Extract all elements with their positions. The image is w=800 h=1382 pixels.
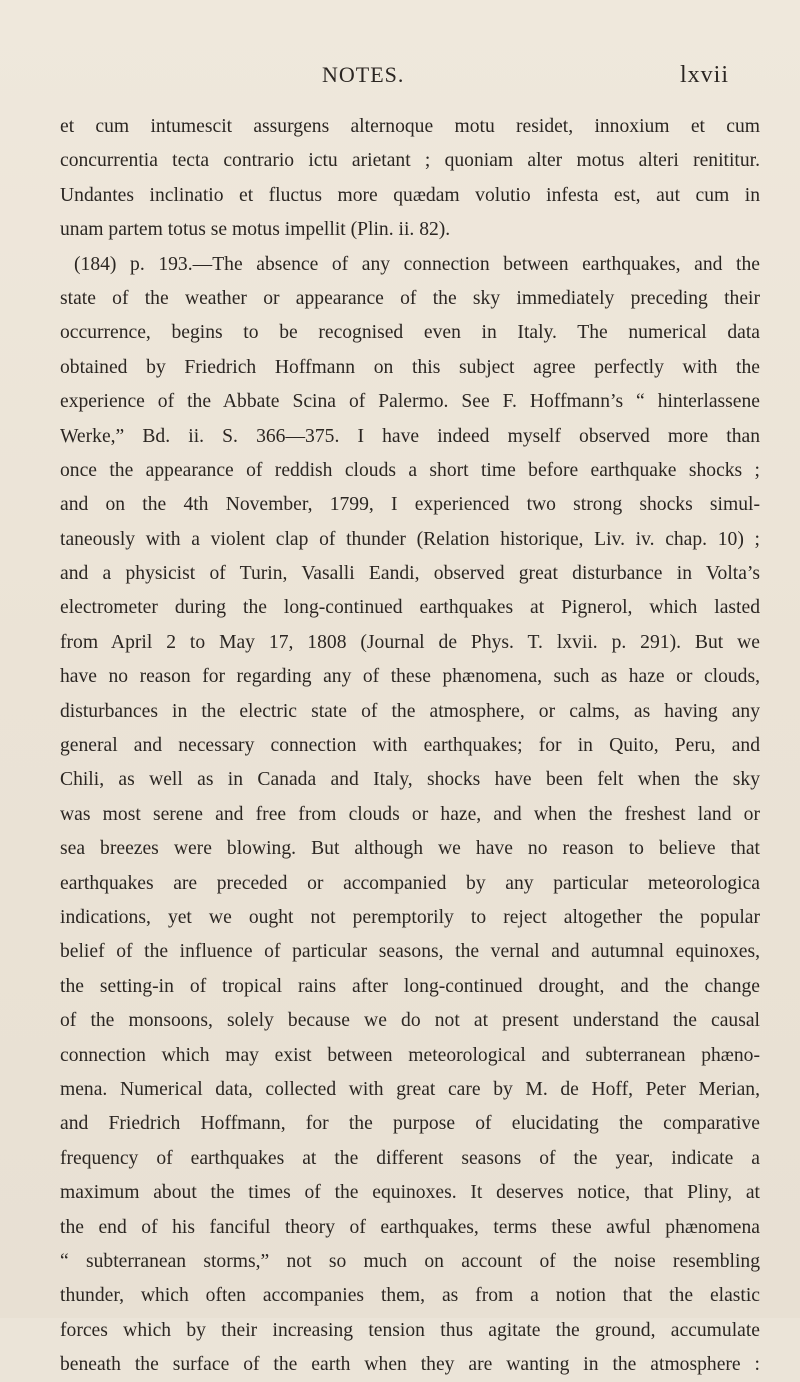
text-line: beneath the surface of the earth when they are wanting in the atmosphere : (60, 1354, 760, 1376)
text-line: was most serene and free from clouds or haze, and when the freshest land or (60, 803, 760, 825)
text-line: mena. Numerical data, collected with great care by M. de Hoff, Peter Merian, (60, 1078, 760, 1100)
text-line: indications, yet we ought not peremptorily to reject altogether the popular (60, 906, 760, 928)
text-line: unam partem totus se motus impellit (Plin. ii. 82). (60, 219, 451, 241)
text-line: the end of his fanciful theory of earthquakes, terms these awful phænomena (60, 1216, 760, 1238)
text-line: disturbances in the electric state of the atmosphere, or calms, as having any (60, 700, 760, 722)
note-184-start: (184) p. 193.—The absence of any connection between earthquakes, and the (74, 253, 760, 275)
text-line: of the monsoons, solely because we do not at present understand the causal (60, 1010, 760, 1032)
text-line: and a physicist of Turin, Vasalli Eandi, observed great disturbance in Volta’s (60, 563, 760, 585)
page-number: lxvii (680, 62, 730, 88)
text-line: taneously with a violent clap of thunder (Relation historique, Liv. iv. chap. 10) ; (60, 528, 760, 550)
text-line: electrometer during the long-continued earthquakes at Pignerol, which lasted (60, 597, 760, 619)
text-line: frequency of earthquakes at the different seasons of the year, indicate a (60, 1147, 760, 1169)
text-line: the setting-in of tropical rains after long-continued drought, and the change (60, 975, 760, 997)
text-line: earthquakes are preceded or accompanied by any particular meteorologica (60, 872, 760, 894)
text-line: occurrence, begins to be recognised even in Italy. The numerical data (60, 322, 760, 344)
text-line: et cum intumescit assurgens alternoque motu residet, innoxium et cum (60, 116, 760, 137)
text-line: have no reason for regarding any of these phænomena, such as haze or clouds, (60, 666, 760, 688)
text-line: state of the weather or appearance of the sky immediately preceding their (60, 287, 760, 309)
text-line: thunder, which often accompanies them, as from a notion that the elastic (60, 1285, 760, 1307)
text-line: Undantes inclinatio et fluctus more quædam volutio infesta est, aut cum in (60, 184, 760, 206)
text-line: and Friedrich Hoffmann, for the purpose of elucidating the comparative (60, 1113, 760, 1135)
text-line: and on the 4th November, 1799, I experienced two strong shocks simul- (60, 494, 760, 516)
notes-text (60, 110, 760, 1382)
text-line: experience of the Abbate Scina of Palermo. See F. Hoffmann’s “ hinterlassene (60, 391, 760, 413)
text-line: Chili, as well as in Canada and Italy, shocks have been felt when the sky (60, 769, 760, 791)
text-line: concurrentia tecta contrario ictu arietant ; quoniam alter motus alteri renititur. (60, 150, 760, 172)
text-line: forces which by their increasing tension thus agitate the ground, accumulate (60, 1319, 760, 1341)
text-line: maximum about the times of the equinoxes. It deserves notice, that Pliny, at (60, 1182, 760, 1204)
text-line: general and necessary connection with earthquakes; for in Quito, Peru, and (60, 735, 760, 757)
text-line: obtained by Friedrich Hoffmann on this subject agree perfectly with the (60, 356, 760, 378)
text-line: once the appearance of reddish clouds a short time before earthquake shocks ; (60, 459, 760, 481)
text-line: from April 2 to May 17, 1808 (Journal de Phys. T. lxvii. p. 291). But we (60, 631, 760, 653)
text-line: belief of the influence of particular seasons, the vernal and autumnal equinoxes, (60, 941, 760, 963)
text-line: connection which may exist between meteorological and subterranean phæno- (60, 1044, 760, 1066)
running-head (0, 60, 800, 100)
text-line: sea breezes were blowing. But although we have no reason to believe that (60, 838, 760, 860)
text-line: Werke,” Bd. ii. S. 366—375. I have indeed myself observed more than (60, 425, 760, 447)
running-head-title: NOTES. (322, 62, 405, 87)
text-line: “ subterranean storms,” not so much on account of the noise resembling (60, 1250, 760, 1272)
